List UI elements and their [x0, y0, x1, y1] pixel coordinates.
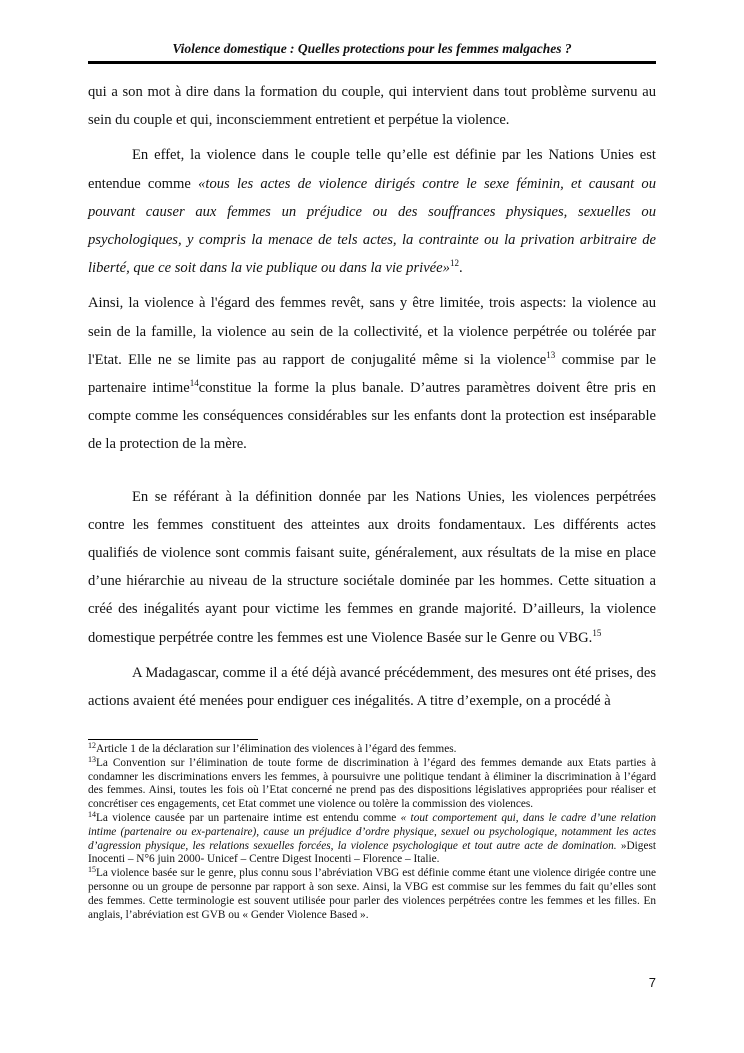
- footnote-12: [88, 743, 656, 757]
- footnote-14-source: »Digest Inocenti – N°6 juin 2000- Unicef – Centre Digest Inocenti – Florence – Italie.: [88, 839, 657, 866]
- header-rule: [88, 61, 656, 64]
- paragraph-5: A Madagascar, comme il a été déjà avancé précédemment, des mesures ont été prises, des actions avaient été menées pour endiguer ces inégalités. A titre d’exemple, on a procédé à: [88, 664, 656, 710]
- paragraph-3-text-c: constitue la forme la plus banale. D’autres paramètres doivent être pris en compte comme les conséquences considérables sur les enfants dont la protection est inséparable de la protection de la mère.: [88, 380, 656, 453]
- footnotes: [88, 743, 656, 922]
- paragraph-3: [88, 289, 656, 458]
- un-definition-quote: «tous les actes de violence dirigés contre le sexe féminin, et causant ou pouvant causer aux femmes un préjudice ou des souffrances physiques, sexuelles ou psychologiques, y compris la menace de tels actes, la contrainte ou la privation arbitraire de liberté, que ce soit dans la vie publique ou dans la vie privée»: [88, 175, 656, 277]
- footnote-14-text: La violence causée par un partenaire intime est entendu comme: [96, 811, 401, 824]
- footnote-15-text: La violence basée sur le genre, plus connu sous l’abréviation VBG est définie comme étant une violence dirigée contre une personne ou un groupe de personne par rapport à son sexe. Ainsi, la VBG est commise sur les femmes du fait qu’elles sont des femmes. Cette terminologie est souvent utilisée pour parler des violences perpétrées contre les femmes et les filles. En anglais, l’abréviation est GVB ou « Gender Violence Based ».: [88, 867, 656, 921]
- paragraph-2-end: .: [458, 260, 463, 277]
- paragraph-1: qui a son mot à dire dans la formation du couple, qui intervient dans tout problème survenu au sein du couple et qui, inconsciemment entretient et perpétue la violence.: [88, 84, 656, 129]
- footnote-separator: [88, 739, 258, 740]
- footnote-15: [88, 867, 656, 922]
- footnote-15-number: 15: [88, 865, 96, 875]
- footnote-ref-13: 13: [546, 349, 556, 360]
- footnote-13-text: La Convention sur l’élimination de toute forme de discrimination à l’égard des femmes demande aux Etats parties à condamner les discriminations envers les femmes, à poursuivre une politique tendant à éliminer la discrimination à l’égard des femmes. Ainsi, toutes les fois où l’Etat concerné ne prend pas des dispositions législatives appropriées pour réaliser et concrétiser ces engagements, cet Etat commet une violence ou tolère la commission des violences.: [88, 756, 656, 811]
- paragraph-2: [88, 141, 656, 282]
- footnote-13-number: 13: [88, 754, 96, 764]
- paragraph-2-text: En effet, la violence dans le couple telle qu’elle est définie par les Nations Unies est entendue comme: [88, 147, 656, 192]
- footnote-ref-12: 12: [449, 258, 459, 269]
- footnote-ref-14: 14: [189, 378, 199, 389]
- paragraph-3-text-a: Ainsi, la violence à l'égard des femmes revêt, sans y être limitée, trois aspects: la violence au sein de la famille, la violence au sein de la collectivité, et la violence perpétrée ou tolérée par l'Etat. Elle ne se limite pas au rapport de conjugalité même si la violence: [88, 295, 656, 368]
- running-header: Violence domestique : Quelles protections pour les femmes malgaches ?: [172, 41, 572, 56]
- footnote-14-quote: « tout comportement qui, dans le cadre d’une relation intime (partenaire ou ex-partenaire), cause un préjudice d’ordre physique, sexuel ou psychologique, notamment les actes d’agression physique, les relations sexuelles forcées, la violence psychologique et tout autre acte de domination.: [88, 811, 657, 852]
- footnote-12-text: Article 1 de la déclaration sur l’élimination des violences à l’égard des femmes.: [96, 743, 457, 755]
- paragraph-4-text: En se référant à la définition donnée par les Nations Unies, les violences perpétrées contre les femmes constituent des atteintes aux droits fondamentaux. Les différents actes qualifiés de violence sont commis faisant suite, généralement, aux résultats de la mise en place d’une hiérarchie au niveau de la structure sociétale dominée par les hommes. Cette situation a créé des inégalités ayant pour victime les femmes en grande majorité. D’ailleurs, la violence domestique perpétrée contre les femmes est une Violence Basée sur le Genre ou VBG.: [88, 488, 656, 646]
- footnote-12-number: 12: [88, 741, 96, 750]
- paragraph-3-text-b: commise par le partenaire intime: [88, 351, 656, 397]
- footnote-14-number: 14: [88, 809, 96, 819]
- footnote-14: [88, 809, 657, 867]
- page-number: 7: [648, 975, 656, 990]
- main-text: [88, 78, 656, 715]
- footnote-ref-15: 15: [592, 627, 602, 638]
- footnote-13: [88, 754, 656, 812]
- paragraph-4: [88, 483, 656, 652]
